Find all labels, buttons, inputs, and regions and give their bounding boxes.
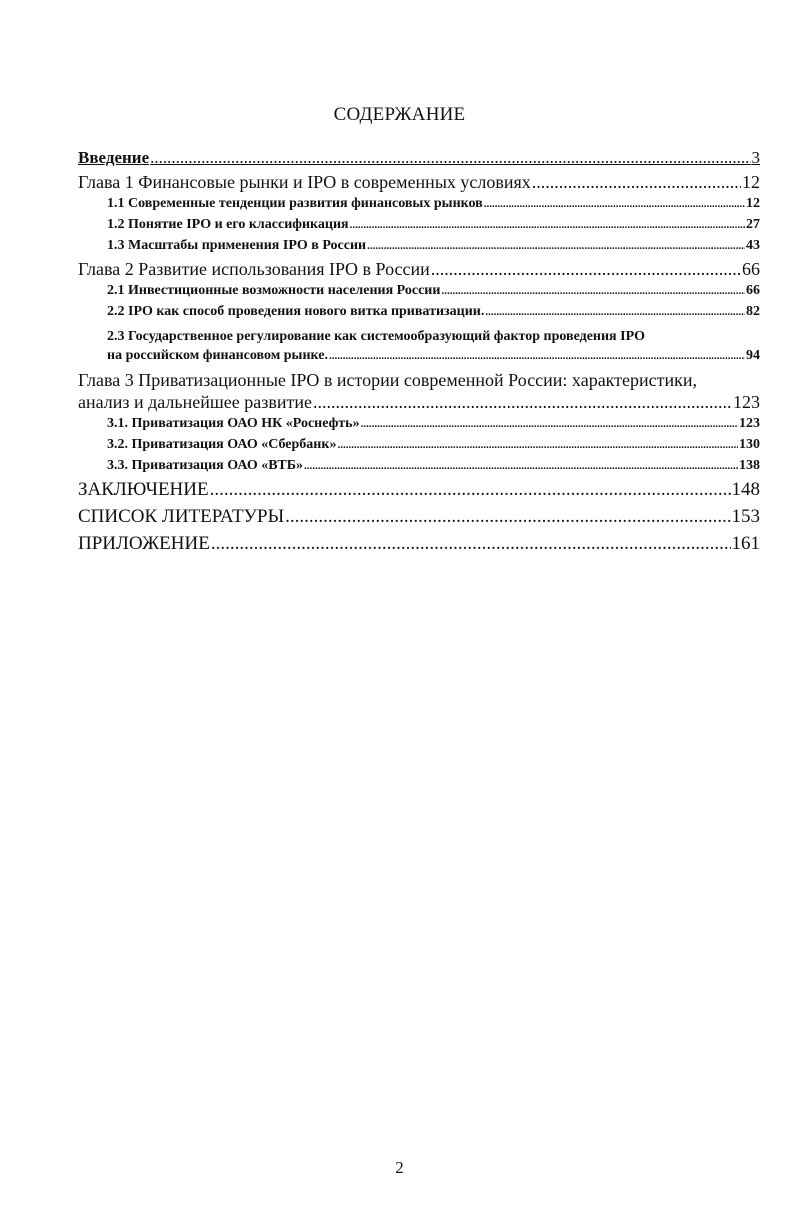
- toc-entry-label: 2.2 IPO как способ проведения нового витка приватизации.: [107, 304, 485, 319]
- toc-entry-section-2-3[interactable]: [78, 325, 760, 369]
- toc-entry-label: ЗАКЛЮЧЕНИЕ: [78, 479, 209, 500]
- leader-dots: [361, 418, 738, 430]
- leader-dots: [532, 172, 741, 193]
- leader-dots: [350, 219, 745, 231]
- toc-entry-chapter-1[interactable]: [78, 172, 760, 196]
- toc-entry-section-2-1[interactable]: [78, 283, 760, 304]
- leader-dots: [441, 285, 745, 297]
- leader-dots: [484, 198, 745, 210]
- toc-entry-label-line-2: анализ и дальнейшее развитие: [78, 392, 312, 412]
- toc-entry-section-1-3[interactable]: [78, 238, 760, 259]
- toc-entry-section-3-2[interactable]: [78, 437, 760, 458]
- leader-dots: [210, 479, 731, 501]
- toc-entry-introduction[interactable]: [78, 148, 760, 172]
- toc-entry-appendix[interactable]: [78, 533, 760, 560]
- leader-dots: [150, 148, 750, 168]
- toc-entry-label-line-2: на российском финансовом рынке.: [107, 348, 328, 363]
- toc-page-number: 12: [742, 172, 760, 192]
- leader-dots: [313, 392, 732, 413]
- toc-entry-section-3-3[interactable]: [78, 458, 760, 479]
- page-number: 2: [395, 1158, 404, 1177]
- leader-dots: [431, 259, 741, 280]
- toc-entry-label: 3.3. Приватизация ОАО «ВТБ»: [107, 458, 303, 473]
- toc-page-number: 66: [742, 259, 760, 279]
- toc-entry-section-3-1[interactable]: [78, 416, 760, 437]
- leader-dots: [304, 460, 738, 472]
- toc-entry-label: 1.1 Современные тенденции развития финансовых рынков: [107, 196, 483, 211]
- toc-page-number: 123: [733, 392, 760, 412]
- toc-page-number: 82: [746, 304, 760, 319]
- toc-entry-label: ПРИЛОЖЕНИЕ: [78, 533, 210, 554]
- toc-page-number: 123: [739, 416, 760, 431]
- toc-entry-chapter-3[interactable]: [78, 369, 760, 416]
- toc-page-number: 161: [731, 533, 760, 554]
- toc-page-number: 138: [739, 458, 760, 473]
- toc-entry-label: 2.1 Инвестиционные возможности населения России: [107, 283, 441, 298]
- toc-entry-label: Введение: [78, 148, 150, 167]
- leader-dots: [485, 306, 745, 318]
- toc-page-number: 43: [746, 238, 760, 253]
- page-title: СОДЕРЖАНИЕ: [333, 104, 466, 125]
- toc-entry-label: Глава 1 Финансовые рынки и IPO в современных условиях: [78, 172, 531, 192]
- toc-entry-section-2-2[interactable]: [78, 304, 760, 325]
- toc-page-number: 27: [746, 217, 760, 232]
- toc-entry-label: 3.1. Приватизация ОАО НК «Роснефть»: [107, 416, 360, 431]
- leader-dots: [211, 533, 731, 555]
- toc-entry-label: СПИСОК ЛИТЕРАТУРЫ: [78, 506, 285, 527]
- toc-page-number: 130: [739, 437, 760, 452]
- toc-entry-label: Глава 2 Развитие использования IPO в России: [78, 259, 430, 279]
- table-of-contents: [78, 148, 760, 560]
- toc-page-number: 94: [746, 348, 760, 363]
- leader-dots: [285, 506, 730, 528]
- toc-entry-chapter-2[interactable]: [78, 259, 760, 283]
- leader-dots: [329, 350, 745, 362]
- toc-page-number: 3: [751, 148, 760, 167]
- toc-entry-label: 1.3 Масштабы применения IPO в России: [107, 238, 367, 253]
- toc-entry-section-1-2[interactable]: [78, 217, 760, 238]
- toc-entry-label: 3.2. Приватизация ОАО «Сбербанк»: [107, 437, 337, 452]
- toc-entry-references[interactable]: [78, 506, 760, 533]
- toc-page-number: 12: [746, 196, 760, 211]
- toc-page-number: 66: [746, 283, 760, 298]
- toc-page-number: 153: [731, 506, 760, 527]
- toc-entry-label-line-1: 2.3 Государственное регулирование как системообразующий фактор проведения IPO: [107, 329, 646, 344]
- toc-entry-label: 1.2 Понятие IPO и его классификация: [107, 217, 349, 232]
- toc-entry-label-line-1: Глава 3 Приватизационные IPO в истории современной России: характеристики,: [78, 370, 698, 390]
- leader-dots: [337, 439, 738, 451]
- toc-entry-conclusion[interactable]: [78, 479, 760, 506]
- toc-entry-section-1-1[interactable]: [78, 196, 760, 217]
- leader-dots: [367, 240, 745, 252]
- toc-page-number: 148: [731, 479, 760, 500]
